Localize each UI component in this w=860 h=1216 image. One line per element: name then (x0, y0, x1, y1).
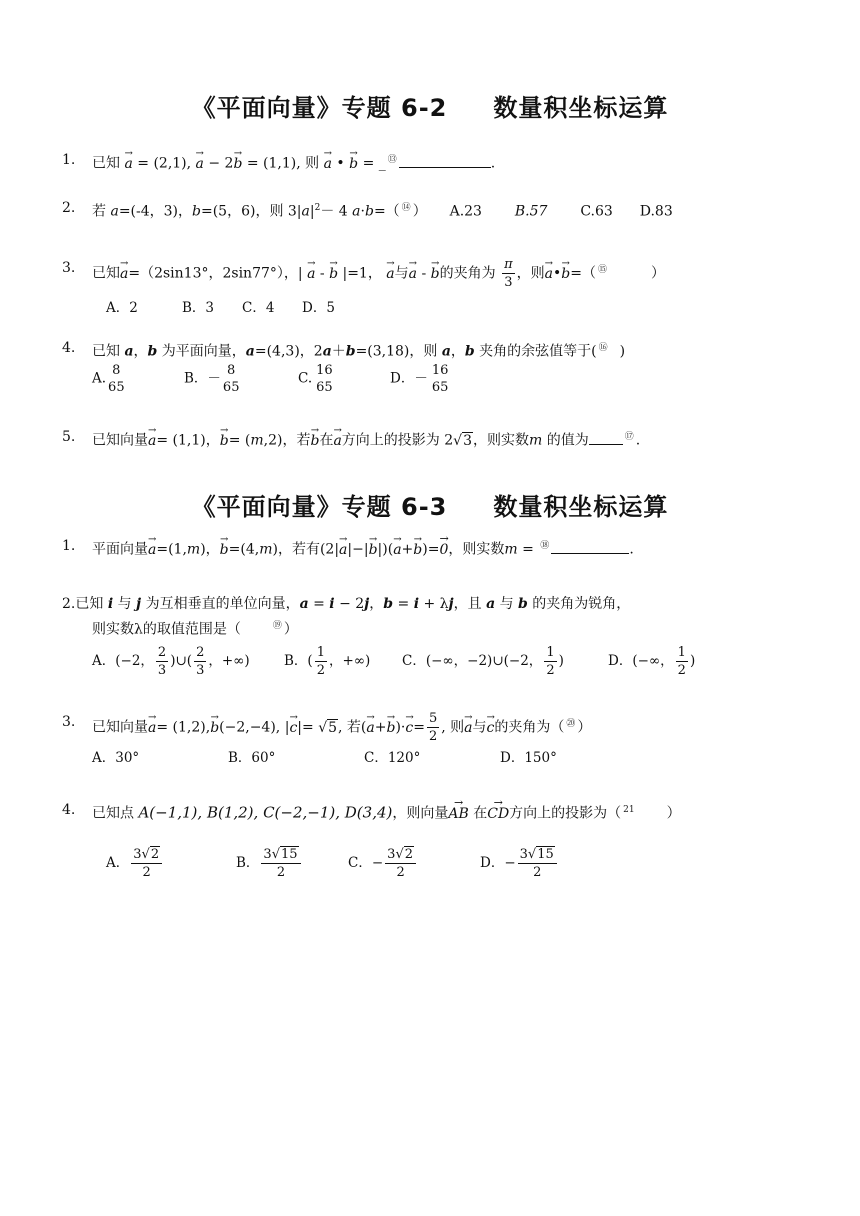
var-a: a (245, 343, 255, 360)
text: =（2sin13°，2sin77°），| (128, 265, 303, 282)
numerator (518, 848, 557, 864)
points: A(−1,1), B(1,2), C(−2,−1), D(3,4) (138, 803, 393, 822)
fraction (544, 646, 556, 677)
answer-blank[interactable] (551, 539, 629, 554)
footnote-marker: ⑰ (624, 432, 634, 442)
option-d[interactable] (480, 848, 559, 879)
numerator: 2 (157, 645, 167, 660)
option-label: C．− (348, 855, 384, 871)
text: · (360, 203, 365, 220)
question-text (92, 198, 673, 222)
vector-a: → a (324, 154, 332, 174)
text: 方向上的投影为（ (509, 805, 622, 822)
var-a: a (301, 203, 310, 220)
denominator: 65 (431, 380, 449, 395)
text: D．(−∞， (608, 653, 674, 669)
footnote-marker: 21 (623, 805, 635, 815)
fraction (261, 848, 300, 879)
radicand: 15 (281, 847, 298, 862)
vector-c: → c (289, 718, 297, 738)
text: |−| (347, 541, 369, 558)
text: B．( (284, 653, 313, 669)
text: | (309, 203, 315, 220)
vector-a: → a (307, 264, 315, 284)
text: ） (666, 805, 681, 822)
radicand: 2 (150, 847, 160, 862)
text: 的值为 (542, 432, 589, 449)
coefficient: 3 (519, 847, 528, 862)
sqrt: √2 (395, 847, 414, 862)
var-a: a (110, 203, 119, 220)
vector-a: → a (148, 540, 156, 560)
answer-blank[interactable] (399, 153, 491, 168)
denominator: 2 (428, 729, 438, 744)
vector-b: → b (349, 154, 358, 174)
text: )∪( (170, 653, 193, 669)
text: + λ (419, 596, 449, 612)
option-a[interactable] (92, 646, 250, 677)
vector-ab: → AB (448, 804, 468, 824)
fraction (194, 646, 206, 677)
text: = (2,1), (137, 155, 192, 172)
text: =(1, (156, 541, 187, 558)
fraction (676, 646, 688, 677)
option-b[interactable]: B.57 (514, 203, 548, 220)
var-b: b (383, 596, 394, 612)
numerator: π (504, 257, 513, 272)
text: - (421, 265, 427, 282)
text: 的夹角为锐角， (527, 596, 631, 612)
option-a[interactable] (92, 364, 127, 394)
question-number: 2. (62, 200, 76, 216)
text: ，且 (453, 596, 487, 612)
option-b[interactable]: B．60° (228, 750, 276, 766)
vector-a: → a (196, 154, 204, 174)
text: 已知 (92, 343, 125, 360)
option-label: B．－ (184, 370, 221, 387)
coefficient: 3 (133, 847, 142, 862)
text: . (629, 541, 634, 558)
text: =(4, (228, 541, 260, 558)
text: , 若( (338, 719, 367, 736)
denominator: 65 (222, 380, 240, 395)
vector-a: → a (339, 540, 347, 560)
option-a[interactable]: A.23 (449, 203, 482, 220)
text: 与 (495, 596, 519, 612)
text: ， (450, 343, 465, 360)
numerator: 1 (546, 645, 555, 660)
option-label: A. (92, 370, 107, 387)
question-number: 3. (62, 260, 76, 276)
option-label: D．− (480, 855, 516, 871)
question-6-3-2-line2 (92, 616, 492, 640)
text: =(4,3)，2 (254, 343, 323, 360)
vector-a: → a (120, 264, 128, 284)
var-j: j (364, 596, 370, 612)
text: = (1,1), 则 (246, 155, 320, 172)
var-b: b (464, 343, 475, 360)
fraction (156, 646, 168, 677)
numerator: 8 (112, 363, 121, 378)
text: ，则实数 (473, 432, 529, 449)
text: 与 (472, 719, 487, 736)
vector-a: → a (409, 264, 417, 284)
text: )· (395, 719, 406, 736)
vector-b: → b (220, 540, 229, 560)
var-b: b (345, 343, 356, 360)
text: ) (689, 653, 696, 669)
var-b: b (147, 343, 158, 360)
text: )= (422, 541, 440, 558)
text: 已知向量 (92, 719, 148, 736)
question-number: 4. (62, 340, 76, 356)
text: + (374, 719, 387, 736)
text: A．(−2， (92, 653, 154, 669)
var-b: b (364, 203, 374, 220)
vector-b: → b (561, 264, 570, 284)
text: (−2,−4), | (219, 719, 290, 736)
text: , 则 (441, 719, 465, 736)
question-6-3-2 (62, 594, 822, 614)
vector-a: → a (333, 431, 341, 451)
option-d[interactable] (390, 364, 452, 394)
footnote-marker: ⑬ (387, 155, 397, 165)
section-title-6-3 (0, 487, 860, 522)
text: ） (283, 621, 298, 638)
vector-a: → a (366, 718, 374, 738)
fraction (518, 848, 557, 879)
var-j: j (448, 596, 454, 612)
options-6-2-3 (106, 296, 506, 316)
vector-a: → a (148, 718, 156, 738)
vector-b: → b (233, 154, 242, 174)
vector-b: → b (329, 264, 338, 284)
sqrt: √15 (271, 847, 298, 862)
option-c[interactable]: C．120° (364, 750, 421, 766)
var-a: a (322, 343, 332, 360)
coefficient: 3 (387, 847, 396, 862)
options-6-3-3 (92, 746, 692, 766)
question-text (92, 536, 634, 560)
text: C．(−∞，−2)∪(−2， (402, 653, 543, 669)
text: )， (200, 541, 220, 558)
text: = (1,2), (156, 719, 211, 736)
vector-cd: → CD (487, 804, 509, 824)
numerator: 1 (316, 645, 325, 660)
text: = (517, 541, 539, 558)
radicand: 5 (328, 719, 338, 736)
var-a: a (441, 343, 451, 360)
text: |= (297, 719, 319, 736)
denominator: 65 (316, 380, 333, 395)
fraction (108, 364, 125, 394)
vector-b: → b (413, 540, 422, 560)
text: . (490, 155, 496, 172)
vector-a: → a (148, 431, 156, 451)
var-m: m (259, 541, 273, 558)
text: + (401, 541, 414, 558)
text: |=1， (342, 265, 382, 282)
question-number: 1. (62, 538, 76, 554)
option-b[interactable] (184, 364, 241, 394)
option-label: B． (236, 855, 260, 871)
radicand: 15 (537, 847, 554, 862)
text: 的夹角为（ (494, 719, 565, 736)
option-a[interactable] (106, 848, 164, 879)
text: 已知 (75, 596, 108, 612)
sqrt: √2 (141, 847, 160, 862)
option-c[interactable]: C.63 (580, 203, 613, 220)
fraction (223, 364, 240, 394)
text: ） (577, 719, 592, 736)
option-c[interactable] (348, 848, 418, 879)
var-m: m (504, 541, 518, 558)
vector-b: → b (310, 431, 319, 451)
fraction-pi-over-3 (502, 258, 515, 289)
vector-c: → c (487, 718, 495, 738)
numerator (261, 848, 300, 864)
fraction (430, 364, 451, 394)
text: 已知 (92, 155, 120, 172)
options-6-3-2 (92, 640, 812, 680)
var-a: a (124, 343, 134, 360)
option-d[interactable]: D．5 (302, 300, 335, 316)
text: = _ (362, 155, 386, 172)
fraction (315, 646, 327, 677)
text: ，+∞) (208, 653, 250, 669)
var-j: j (136, 596, 142, 612)
text: ） (650, 265, 665, 282)
option-c[interactable]: C．4 (242, 300, 275, 316)
var-m: m (529, 432, 543, 449)
sqrt: √3 (453, 432, 472, 449)
question-text (92, 150, 495, 174)
option-b[interactable] (236, 848, 303, 879)
footnote-marker: ⑱ (540, 541, 550, 551)
text: − 2 (334, 596, 365, 612)
numerator: 5 (428, 711, 438, 726)
radicand: 3 (463, 432, 472, 449)
option-d[interactable]: D.83 (639, 203, 673, 220)
vector-c: → c (405, 718, 413, 738)
text: =(3,18)，则 (355, 343, 442, 360)
option-a[interactable]: A．2 (106, 300, 138, 316)
text: 的夹角为 (439, 265, 496, 282)
denominator: 65 (108, 380, 125, 395)
denominator: 2 (546, 663, 555, 678)
denominator: 2 (677, 663, 686, 678)
text: 已知点 (92, 805, 139, 822)
numerator: 1 (677, 645, 686, 660)
options-6-2-4 (92, 358, 492, 398)
text: ,2)，若 (263, 432, 311, 449)
text: 与 (113, 596, 137, 612)
denominator: 2 (276, 865, 286, 880)
fraction (427, 712, 439, 743)
text: 已知向量 (92, 432, 148, 449)
text: ) (558, 653, 564, 669)
denominator: 3 (504, 275, 513, 290)
option-a[interactable]: A．30° (92, 750, 140, 766)
numerator (131, 848, 162, 864)
vector-a: → a (124, 154, 132, 174)
text: • (552, 265, 562, 282)
option-d[interactable] (608, 646, 695, 677)
text: = (1,1)， (156, 432, 220, 449)
sqrt: √5 (318, 719, 338, 736)
option-label: A． (106, 855, 130, 871)
text: − 2 (208, 155, 234, 172)
vector-b: → b (220, 431, 229, 451)
var-m: m (186, 541, 201, 558)
option-c[interactable] (298, 364, 337, 394)
var-a: a (299, 596, 309, 612)
question-text (92, 258, 665, 289)
answer-blank[interactable] (589, 430, 623, 445)
text: = (413, 719, 425, 736)
text: 夹角的余弦值等于( (474, 343, 597, 360)
denominator: 3 (157, 663, 167, 678)
text: (2| (319, 541, 340, 558)
vector-b: → b (431, 264, 440, 284)
text: • (336, 155, 345, 172)
question-text (92, 712, 591, 743)
zero-vector: → 0 (439, 540, 448, 560)
question-number: 3. (62, 714, 76, 730)
denominator: 2 (142, 865, 151, 880)
text: 已知 (92, 265, 120, 282)
text: ，则 (516, 265, 545, 282)
question-text (92, 800, 681, 824)
title-part: 《平面向量》专题 6-3 (191, 493, 448, 521)
question-number: 4. (62, 802, 76, 818)
title-part: 《平面向量》专题 6-2 (191, 94, 448, 122)
var-i: i (107, 596, 114, 612)
text: ，则向量 (392, 805, 449, 822)
vector-a: → a (393, 540, 401, 560)
vector-a: → a (386, 264, 394, 284)
radicand: 2 (404, 847, 414, 862)
text: . (635, 432, 641, 449)
vector-a: → a (545, 264, 553, 284)
text: ＋ (331, 343, 346, 360)
footnote-marker: ⑳ (566, 718, 576, 729)
text: ，+∞) (328, 653, 371, 669)
text: ， (369, 596, 384, 612)
vector-b: → b (369, 540, 378, 560)
footnote-marker: ⑮ (597, 264, 607, 275)
var-i: i (413, 596, 420, 612)
numerator: 2 (196, 645, 205, 660)
vector-b: → b (387, 718, 396, 738)
title-part: 数量积坐标运算 (493, 94, 669, 122)
option-d[interactable]: D．150° (500, 750, 557, 766)
coefficient: 3 (263, 847, 272, 862)
text: ，则实数 (448, 541, 505, 558)
var-i: i (329, 596, 335, 612)
text: =(-4，3)， (118, 203, 193, 220)
text: 若 (92, 203, 111, 220)
denominator: 2 (316, 663, 325, 678)
option-b[interactable] (284, 646, 370, 677)
footnote-marker: ⑯ (598, 343, 608, 353)
fraction (385, 848, 416, 879)
text: 为平面向量， (157, 343, 246, 360)
text: ） (412, 203, 427, 220)
numerator (385, 848, 416, 864)
option-label: C. (298, 370, 313, 387)
option-b[interactable]: B．3 (182, 300, 215, 316)
question-number: 2. (62, 596, 76, 612)
text: )，若有 (272, 541, 320, 558)
footnote-marker: ⑭ (401, 203, 411, 213)
fraction (131, 848, 162, 879)
var-b: b (518, 596, 528, 612)
question-text (92, 427, 640, 451)
text: ， (133, 343, 148, 360)
sqrt: √15 (527, 847, 554, 862)
text: 与 (394, 265, 409, 282)
text: ) (619, 343, 626, 360)
title-part: 数量积坐标运算 (493, 493, 669, 521)
text: = ( (228, 432, 251, 449)
text: 在 (319, 432, 334, 449)
var-m: m (250, 432, 264, 449)
denominator: 3 (196, 663, 205, 678)
text: =(5，6)，则 3| (200, 203, 302, 220)
text: = (308, 596, 330, 612)
option-c[interactable] (402, 646, 564, 677)
option-label: D．－ (390, 370, 428, 387)
text: = (393, 596, 414, 612)
text: - (319, 265, 325, 282)
question-number: 1. (62, 152, 76, 168)
vector-b: → b (210, 718, 219, 738)
denominator: 2 (396, 865, 405, 880)
text: =（ (570, 265, 596, 282)
text: =（ (373, 203, 400, 220)
footnote-marker: ⑲ (272, 621, 282, 631)
text: 则实数λ的取值范围是（ (92, 621, 241, 638)
var-a: a (352, 203, 361, 220)
vector-a: → a (464, 718, 472, 738)
text: 为互相垂直的单位向量， (141, 596, 300, 612)
fraction (314, 364, 335, 394)
text: 平面向量 (92, 541, 148, 558)
text: |)( (377, 541, 394, 558)
var-b: b (192, 203, 201, 220)
denominator: 2 (533, 865, 542, 880)
var-a: a (486, 596, 496, 612)
text: 在 (468, 805, 488, 822)
superscript: 2 (314, 203, 321, 213)
numerator: 16 (316, 363, 333, 378)
numerator: 16 (431, 363, 449, 378)
section-title-6-2 (0, 88, 860, 123)
text: 方向上的投影为 2 (341, 432, 454, 449)
options-6-3-4 (106, 846, 706, 894)
numerator: 8 (227, 363, 236, 378)
question-number: 5. (62, 429, 76, 445)
text: － 4 (320, 203, 353, 220)
